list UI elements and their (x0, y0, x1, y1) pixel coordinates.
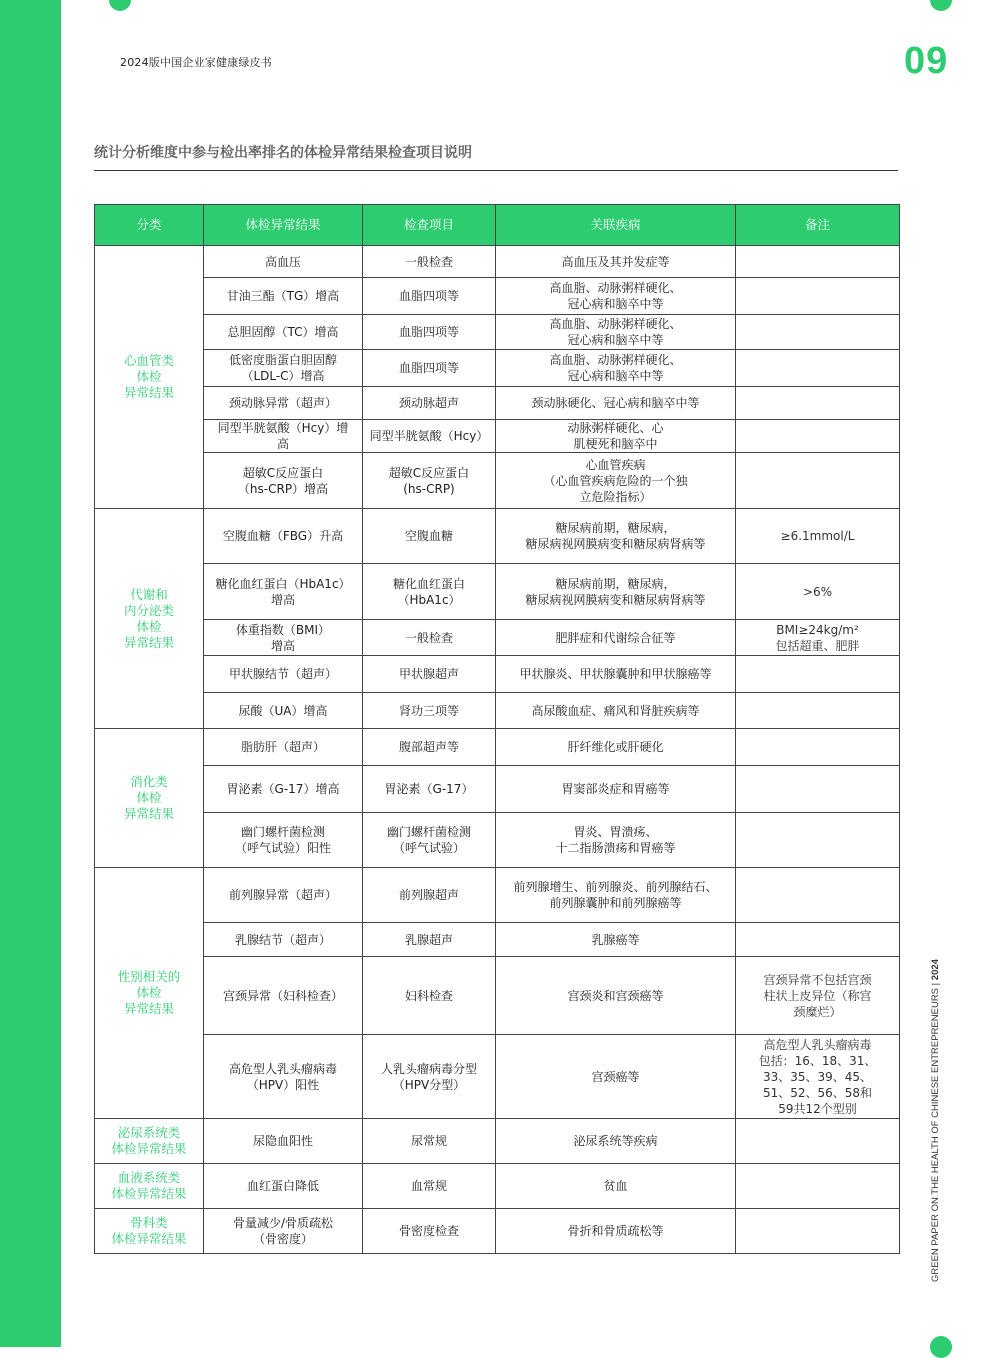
table-row (95, 420, 900, 453)
table-row (95, 1035, 900, 1119)
disease-cell: 糖尿病前期，糖尿病， 糖尿病视网膜病变和糖尿病肾病等 (496, 564, 736, 620)
exam-cell: 肾功三项等 (363, 693, 496, 729)
table-row (95, 509, 900, 564)
exam-cell: 糖化血红蛋白 （HbA1c） (363, 564, 496, 620)
note-cell (736, 868, 900, 923)
note-cell (736, 923, 900, 957)
table-row (95, 315, 900, 350)
bottom-right-dot (930, 1336, 952, 1358)
result-cell: 低密度脂蛋白胆固醇 （LDL-C）增高 (204, 350, 363, 387)
result-cell: 空腹血糖（FBG）升高 (204, 509, 363, 564)
note-cell (736, 420, 900, 453)
table-row (95, 278, 900, 315)
side-caption-year: 2024 (930, 959, 941, 981)
note-cell: >6% (736, 564, 900, 620)
exam-cell: 骨密度检查 (363, 1209, 496, 1254)
note-cell (736, 1164, 900, 1209)
note-cell: 宫颈异常不包括宫颈 柱状上皮异位（称宫 颈糜烂） (736, 957, 900, 1035)
exam-cell: 甲状腺超声 (363, 656, 496, 693)
disease-cell: 颈动脉硬化、冠心病和脑卒中等 (496, 387, 736, 420)
result-cell: 骨量减少/骨质疏松 （骨密度） (204, 1209, 363, 1254)
result-cell: 超敏C反应蛋白 （hs-CRP）增高 (204, 453, 363, 509)
exam-cell: 尿常规 (363, 1119, 496, 1164)
disease-cell: 甲状腺炎、甲状腺囊肿和甲状腺癌等 (496, 656, 736, 693)
exam-cell: 颈动脉超声 (363, 387, 496, 420)
note-cell (736, 729, 900, 766)
table-row (95, 693, 900, 729)
disease-cell: 动脉粥样硬化、心 肌梗死和脑卒中 (496, 420, 736, 453)
exam-cell: 同型半胱氨酸（Hcy） (363, 420, 496, 453)
result-cell: 前列腺异常（超声） (204, 868, 363, 923)
table-row (95, 957, 900, 1035)
header-disease: 关联疾病 (496, 205, 736, 246)
note-cell (736, 693, 900, 729)
result-cell: 脂肪肝（超声） (204, 729, 363, 766)
note-cell: ≥6.1mmol/L (736, 509, 900, 564)
note-cell (736, 766, 900, 813)
disease-cell: 糖尿病前期，糖尿病， 糖尿病视网膜病变和糖尿病肾病等 (496, 509, 736, 564)
exam-cell: 幽门螺杆菌检测 （呼气试验） (363, 813, 496, 868)
side-caption-text: GREEN PAPER ON THE HEALTH OF CHINESE ENTREPRENEURS | (930, 982, 941, 1282)
disease-cell: 前列腺增生、前列腺炎、前列腺结石、 前列腺囊肿和前列腺癌等 (496, 868, 736, 923)
disease-cell: 高血脂、动脉粥样硬化、 冠心病和脑卒中等 (496, 315, 736, 350)
disease-cell: 高血脂、动脉粥样硬化、 冠心病和脑卒中等 (496, 350, 736, 387)
result-cell: 同型半胱氨酸（Hcy）增 高 (204, 420, 363, 453)
category-cell: 消化类 体检 异常结果 (95, 729, 204, 868)
result-cell: 甘油三酯（TG）增高 (204, 278, 363, 315)
result-cell: 颈动脉异常（超声） (204, 387, 363, 420)
disease-cell: 高血脂、动脉粥样硬化、 冠心病和脑卒中等 (496, 278, 736, 315)
doc-title: 2024版中国企业家健康绿皮书 (120, 56, 272, 69)
note-cell: 高危型人乳头瘤病毒 包括：16、18、31、 33、35、39、45、 51、52、56、58和 59共12个型别 (736, 1035, 900, 1119)
table-row (95, 1164, 900, 1209)
category-cell: 泌尿系统类 体检异常结果 (95, 1119, 204, 1164)
exam-cell: 前列腺超声 (363, 868, 496, 923)
exam-cell: 一般检查 (363, 620, 496, 656)
exam-cell: 血脂四项等 (363, 350, 496, 387)
exam-cell: 乳腺超声 (363, 923, 496, 957)
exam-cell: 一般检查 (363, 246, 496, 278)
disease-cell: 高尿酸血症、痛风和肾脏疾病等 (496, 693, 736, 729)
result-cell: 体重指数（BMI） 增高 (204, 620, 363, 656)
note-cell (736, 1209, 900, 1254)
note-cell (736, 656, 900, 693)
exam-cell: 血脂四项等 (363, 315, 496, 350)
result-cell: 血红蛋白降低 (204, 1164, 363, 1209)
result-cell: 尿隐血阳性 (204, 1119, 363, 1164)
table-row (95, 246, 900, 278)
disease-cell: 贫血 (496, 1164, 736, 1209)
disease-cell: 胃炎、胃溃疡、 十二指肠溃疡和胃癌等 (496, 813, 736, 868)
disease-cell: 宫颈炎和宫颈癌等 (496, 957, 736, 1035)
disease-cell: 心血管疾病 （心血管疾病危险的一个独 立危险指标） (496, 453, 736, 509)
page-number: 09 (904, 40, 949, 82)
exam-items-table (94, 204, 900, 1254)
result-cell: 高危型人乳头瘤病毒 （HPV）阳性 (204, 1035, 363, 1119)
table-row (95, 453, 900, 509)
note-cell (736, 1119, 900, 1164)
exam-cell: 血常规 (363, 1164, 496, 1209)
note-cell (736, 315, 900, 350)
left-green-bar (0, 0, 61, 1347)
result-cell: 总胆固醇（TC）增高 (204, 315, 363, 350)
result-cell: 甲状腺结节（超声） (204, 656, 363, 693)
table-row (95, 766, 900, 813)
exam-cell: 空腹血糖 (363, 509, 496, 564)
disease-cell: 宫颈癌等 (496, 1035, 736, 1119)
note-cell (736, 453, 900, 509)
result-cell: 尿酸（UA）增高 (204, 693, 363, 729)
disease-cell: 乳腺癌等 (496, 923, 736, 957)
category-cell: 心血管类 体检 异常结果 (95, 246, 204, 509)
category-cell: 代谢和 内分泌类 体检 异常结果 (95, 509, 204, 729)
exam-cell: 胃泌素（G-17） (363, 766, 496, 813)
header-note: 备注 (736, 205, 900, 246)
side-caption (930, 959, 944, 1282)
note-cell: BMI≥24kg/m² 包括超重、肥胖 (736, 620, 900, 656)
exam-cell: 超敏C反应蛋白 (hs-CRP) (363, 453, 496, 509)
result-cell: 胃泌素（G-17）增高 (204, 766, 363, 813)
result-cell: 高血压 (204, 246, 363, 278)
category-cell: 骨科类 体检异常结果 (95, 1209, 204, 1254)
top-left-dot (109, 0, 131, 11)
table-row (95, 1209, 900, 1254)
result-cell: 乳腺结节（超声） (204, 923, 363, 957)
table-row (95, 1119, 900, 1164)
disease-cell: 胃窦部炎症和胃癌等 (496, 766, 736, 813)
table-header-row (95, 205, 900, 246)
table-row (95, 564, 900, 620)
top-right-dot (930, 0, 952, 11)
result-cell: 幽门螺杆菌检测 （呼气试验）阳性 (204, 813, 363, 868)
note-cell (736, 350, 900, 387)
result-cell: 宫颈异常（妇科检查） (204, 957, 363, 1035)
section-title: 统计分析维度中参与检出率排名的体检异常结果检查项目说明 (94, 145, 472, 161)
category-cell: 血液系统类 体检异常结果 (95, 1164, 204, 1209)
exam-cell: 血脂四项等 (363, 278, 496, 315)
note-cell (736, 246, 900, 278)
disease-cell: 肥胖症和代谢综合征等 (496, 620, 736, 656)
header-exam: 检查项目 (363, 205, 496, 246)
table-row (95, 620, 900, 656)
table-row (95, 656, 900, 693)
table-row (95, 868, 900, 923)
note-cell (736, 813, 900, 868)
table-row (95, 350, 900, 387)
table-row (95, 923, 900, 957)
category-cell: 性别相关的 体检 异常结果 (95, 868, 204, 1119)
disease-cell: 肝纤维化或肝硬化 (496, 729, 736, 766)
exam-cell: 腹部超声等 (363, 729, 496, 766)
result-cell: 糖化血红蛋白（HbA1c） 增高 (204, 564, 363, 620)
table-row (95, 813, 900, 868)
note-cell (736, 278, 900, 315)
exam-cell: 人乳头瘤病毒分型 （HPV分型） (363, 1035, 496, 1119)
disease-cell: 泌尿系统等疾病 (496, 1119, 736, 1164)
disease-cell: 骨折和骨质疏松等 (496, 1209, 736, 1254)
exam-cell: 妇科检查 (363, 957, 496, 1035)
disease-cell: 高血压及其并发症等 (496, 246, 736, 278)
table-row (95, 387, 900, 420)
table-row (95, 729, 900, 766)
header-category: 分类 (95, 205, 204, 246)
header-result: 体检异常结果 (204, 205, 363, 246)
note-cell (736, 387, 900, 420)
title-divider (94, 170, 898, 171)
